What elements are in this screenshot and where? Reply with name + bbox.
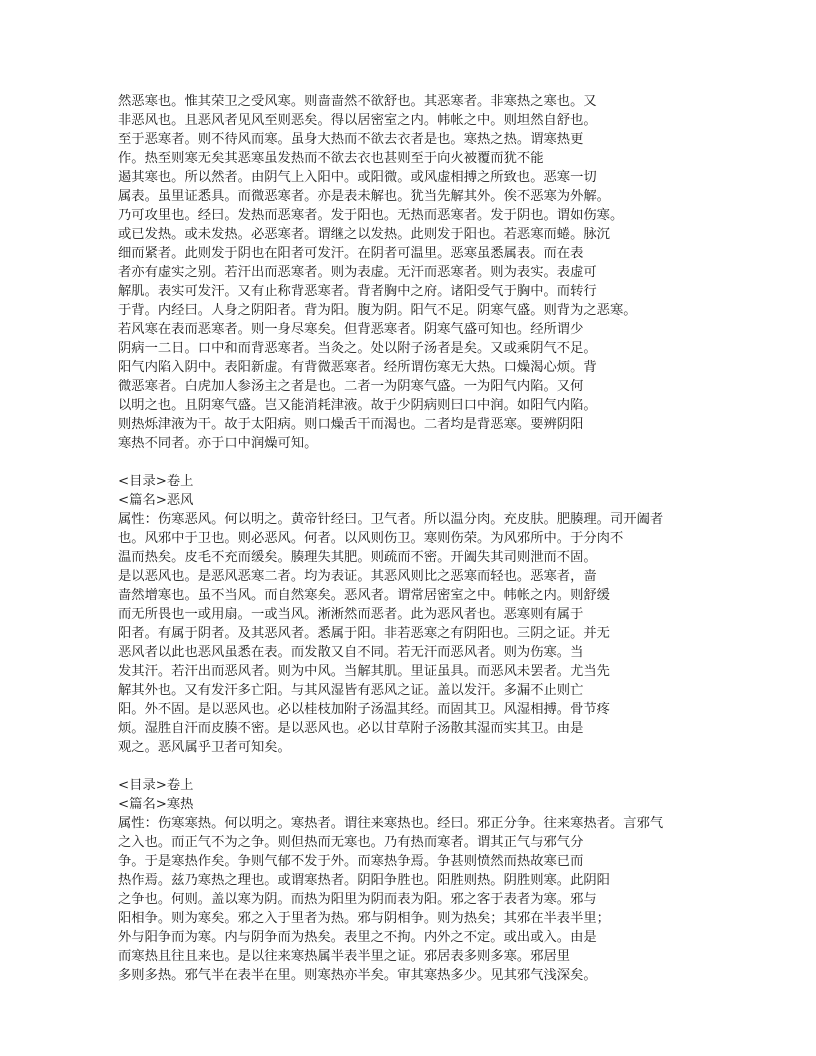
section-body — [118, 92, 718, 453]
text-line: 若风寒在表而恶寒者。则一身尽寒矣。但背恶寒者。阴寒气盛可知也。经所谓少 — [118, 322, 584, 337]
text-line: 之争也。何则。盖以寒为阴。而热为阳里为阴而表为阳。邪之客于表者为寒。邪与 — [118, 892, 597, 907]
text-line: 恶风者以此也恶风虽悉在表。而发散又自不同。若无汗而恶风者。则为伤寒。当 — [118, 645, 584, 660]
catalog-label: <目录>卷上 — [118, 778, 194, 793]
text-line: 则热烁津液为干。故于太阳病。则口燥舌干而渴也。二者均是背恶寒。要辨阴阳 — [118, 417, 584, 432]
paragraph-gap — [118, 757, 718, 776]
document-page — [118, 92, 718, 985]
text-line: 烦。湿胜自汗而皮腠不密。是以恶风也。必以甘草附子汤散其湿而实其卫。由是 — [118, 721, 584, 736]
catalog-label: <目录>卷上 — [118, 474, 194, 489]
text-line: 外与阳争而为寒。内与阴争而为热矣。表里之不拘。内外之不定。或出或入。由是 — [118, 930, 597, 945]
text-line: 作。热至则寒无矣其恶寒虽发热而不欲去衣也甚则至于向火被覆而犹不能 — [118, 151, 544, 166]
text-line: 而寒热且往且来也。是以往来寒热属半表半里之证。邪居表多则多寒。邪居里 — [118, 949, 571, 964]
text-line: 温而热矣。皮毛不充而缓矣。腠理失其肥。则疏而不密。开阖失其司则泄而不固。 — [118, 550, 597, 565]
text-line: 属性：伤寒恶风。何以明之。黄帝针经曰。卫气者。所以温分肉。充皮肤。肥腠理。司开阖者 — [118, 512, 664, 527]
text-line: 多则多热。邪气半在表半在里。则寒热亦半矣。审其寒热多少。见其邪气浅深矣。 — [118, 968, 597, 983]
section-body — [118, 814, 718, 985]
text-line: 发其汗。若汗出而恶风者。则为中风。当解其肌。里证虽具。而恶风未罢者。尤当先 — [118, 664, 610, 679]
text-line: 细而紧者。此则发于阴也在阳者可发汗。在阴者可温里。恶寒虽悉属表。而在表 — [118, 246, 584, 261]
text-line: 或已发热。或未发热。必恶寒者。谓继之以发热。此则发于阳也。若恶寒而蜷。脉沉 — [118, 227, 610, 242]
text-line: 而无所畏也一或用扇。一或当风。淅淅然而恶者。此为恶风者也。恶寒则有属于 — [118, 607, 584, 622]
chapter-title: <篇名>恶风 — [118, 493, 194, 508]
text-line: 阴病一二日。口中和而背恶寒者。当灸之。处以附子汤者是矣。又或乘阴气不足。 — [118, 341, 597, 356]
text-line: 微恶寒者。白虎加人参汤主之者是也。二者一为阴寒气盛。一为阳气内陷。又何 — [118, 379, 584, 394]
text-line: 是以恶风也。是恶风恶寒二者。均为表证。其恶风则比之恶寒而轻也。恶寒者，啬 — [118, 569, 597, 584]
text-line: 也。风邪中于卫也。则必恶风。何者。以风则伤卫。寒则伤荣。为风邪所中。于分肉不 — [118, 531, 624, 546]
text-line: 解其外也。又有发汗多亡阳。与其风湿皆有恶风之证。盖以发汗。多漏不止则亡 — [118, 683, 584, 698]
section-body — [118, 510, 718, 757]
text-line: 争。于是寒热作矣。争则气郁不发于外。而寒热争焉。争甚则愤然而热故寒已而 — [118, 854, 584, 869]
text-line: 以明之也。且阴寒气盛。岂又能消耗津液。故于少阴病则曰口中润。如阳气内陷。 — [118, 398, 597, 413]
text-line: 属表。虽里证悉具。而微恶寒者。亦是表未解也。犹当先解其外。俟不恶寒为外解。 — [118, 189, 610, 204]
text-line: 乃可攻里也。经曰。发热而恶寒者。发于阳也。无热而恶寒者。发于阴也。谓如伤寒。 — [118, 208, 624, 223]
text-line: 非恶风也。且恶风者见风至则恶矣。得以居密室之内。帏帐之中。则坦然自舒也。 — [118, 113, 597, 128]
chapter-title: <篇名>寒热 — [118, 797, 194, 812]
section-header — [118, 472, 718, 510]
text-line: 属性：伤寒寒热。何以明之。寒热者。谓往来寒热也。经曰。邪正分争。往来寒热者。言邪气 — [118, 816, 664, 831]
section-header — [118, 776, 718, 814]
text-line: 阳者。有属于阴者。及其恶风者。悉属于阳。非若恶寒之有阴阳也。三阴之证。并无 — [118, 626, 610, 641]
text-line: 解肌。表实可发汗。又有止称背恶寒者。背者胸中之府。诸阳受气于胸中。而转行 — [118, 284, 597, 299]
text-line: 热作焉。兹乃寒热之理也。或谓寒热者。阴阳争胜也。阳胜则热。阴胜则寒。此阴阳 — [118, 873, 610, 888]
text-line: 阳。外不固。是以恶风也。必以桂枝加附子汤温其经。而固其卫。风湿相搏。骨节疼 — [118, 702, 610, 717]
text-line: 阳相争。则为寒矣。邪之入于里者为热。邪与阴相争。则为热矣；其邪在半表半里； — [118, 911, 610, 926]
text-line: 之入也。而正气不为之争。则但热而无寒也。乃有热而寒者。谓其正气与邪气分 — [118, 835, 584, 850]
text-line: 至于恶寒者。则不待风而寒。虽身大热而不欲去衣者是也。寒热之热。谓寒热更 — [118, 132, 584, 147]
text-line: 遏其寒也。所以然者。由阴气上入阳中。或阳微。或风虚相搏之所致也。恶寒一切 — [118, 170, 597, 185]
paragraph-gap — [118, 453, 718, 472]
text-line: 者亦有虚实之别。若汗出而恶寒者。则为表虚。无汗而恶寒者。则为表实。表虚可 — [118, 265, 597, 280]
text-line: 然恶寒也。惟其荣卫之受风寒。则啬啬然不欲舒也。其恶寒者。非寒热之寒也。又 — [118, 94, 597, 109]
text-line: 于背。内经曰。人身之阴阳者。背为阳。腹为阴。阳气不足。阴寒气盛。则背为之恶寒。 — [118, 303, 637, 318]
text-line: 观之。恶风属乎卫者可知矣。 — [118, 740, 291, 755]
text-line: 寒热不同者。亦于口中润燥可知。 — [118, 436, 318, 451]
text-line: 啬然增寒也。虽不当风。而自然寒矣。恶风者。谓常居密室之中。帏帐之内。则舒缓 — [118, 588, 610, 603]
text-line: 阳气内陷入阴中。表阳新虚。有背微恶寒者。经所谓伤寒无大热。口燥渴心烦。背 — [118, 360, 597, 375]
